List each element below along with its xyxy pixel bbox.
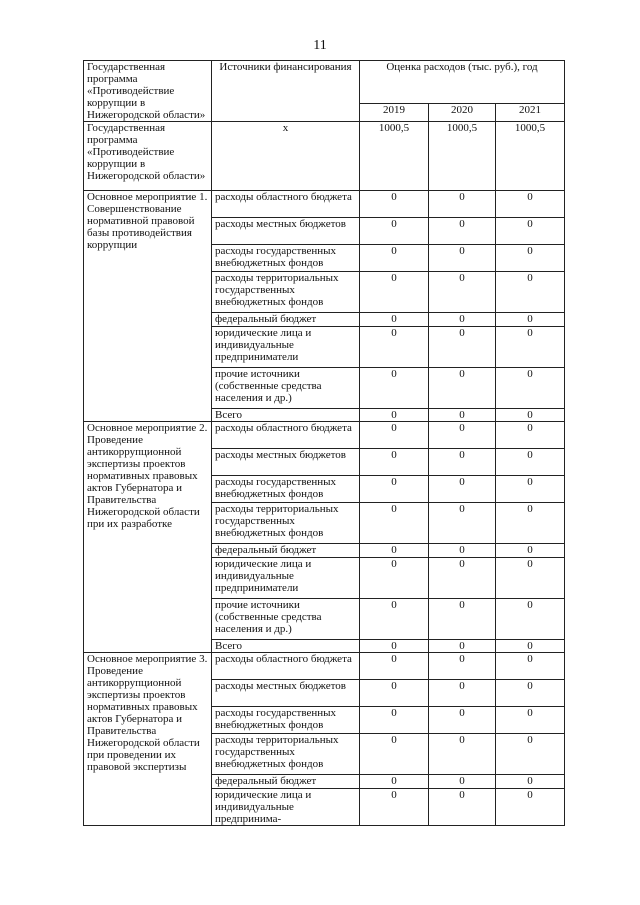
sources-column-header: Источники финансирования xyxy=(212,61,360,122)
expense-value: 0 xyxy=(429,422,496,449)
activity-name: Основное мероприятие 3. Проведение антикоррупционной экспертизы проектов нормативных правовых актов Губернатора и Правительства Нижегородской области при проведении их правовой экспертизы xyxy=(84,653,212,826)
expense-value: 0 xyxy=(496,789,565,826)
funding-source: расходы областного бюджета xyxy=(212,653,360,680)
expense-value: 0 xyxy=(496,599,565,640)
expense-value: 0 xyxy=(360,476,429,503)
funding-source: прочие источники (собственные средства населения и др.) xyxy=(212,368,360,409)
program-name: Государственная программа «Противодействие коррупции в Нижегородской области» xyxy=(84,122,212,191)
expense-value: 0 xyxy=(360,599,429,640)
expense-value: 0 xyxy=(429,313,496,327)
activity-name: Основное мероприятие 1. Совершенствование нормативной правовой базы противодействия коррупции xyxy=(84,191,212,422)
activity-name: Основное мероприятие 2. Проведение антикоррупционной экспертизы проектов нормативных правовых актов Губернатора и Правительства Нижегородской области при их разработке xyxy=(84,422,212,653)
expense-value: 0 xyxy=(429,653,496,680)
expense-value: 0 xyxy=(496,245,565,272)
expense-value: 0 xyxy=(429,558,496,599)
funding-source: юридические лица и индивидуальные предпринима- xyxy=(212,789,360,826)
funding-source: расходы областного бюджета xyxy=(212,191,360,218)
program-row xyxy=(84,122,565,191)
expense-value: 0 xyxy=(360,640,429,653)
activity-row xyxy=(84,653,565,680)
funding-source: расходы территориальных государственных внебюджетных фондов xyxy=(212,503,360,544)
program-column-header: Государственная программа «Противодействие коррупции в Нижегородской области» xyxy=(84,61,212,122)
expense-value: 0 xyxy=(429,599,496,640)
activity-row xyxy=(84,422,565,449)
program-value: 1000,5 xyxy=(429,122,496,191)
funding-source: федеральный бюджет xyxy=(212,544,360,558)
year-header: 2020 xyxy=(429,104,496,122)
expense-value: 0 xyxy=(496,680,565,707)
expense-value: 0 xyxy=(360,734,429,775)
expense-value: 0 xyxy=(360,272,429,313)
funding-source: расходы государственных внебюджетных фондов xyxy=(212,245,360,272)
expense-value: 0 xyxy=(496,653,565,680)
expense-value: 0 xyxy=(496,272,565,313)
funding-source: федеральный бюджет xyxy=(212,775,360,789)
expense-value: 0 xyxy=(496,449,565,476)
expense-value: 0 xyxy=(496,368,565,409)
expense-value: 0 xyxy=(360,449,429,476)
expense-value: 0 xyxy=(429,680,496,707)
funding-source: расходы местных бюджетов xyxy=(212,218,360,245)
expense-value: 0 xyxy=(429,734,496,775)
expense-value: 0 xyxy=(360,789,429,826)
funding-source: федеральный бюджет xyxy=(212,313,360,327)
expense-value: 0 xyxy=(429,476,496,503)
expense-value: 0 xyxy=(360,191,429,218)
expense-value: 0 xyxy=(360,218,429,245)
funding-source: юридические лица и индивидуальные предприниматели xyxy=(212,327,360,368)
expense-value: 0 xyxy=(360,245,429,272)
expense-value: 0 xyxy=(360,313,429,327)
expense-value: 0 xyxy=(429,789,496,826)
expense-value: 0 xyxy=(360,653,429,680)
year-header: 2021 xyxy=(496,104,565,122)
expense-value: 0 xyxy=(360,503,429,544)
funding-source: расходы местных бюджетов xyxy=(212,680,360,707)
expense-value: 0 xyxy=(429,503,496,544)
expense-value: 0 xyxy=(429,218,496,245)
expense-value: 0 xyxy=(496,544,565,558)
funding-source: расходы местных бюджетов xyxy=(212,449,360,476)
expense-value: 0 xyxy=(496,775,565,789)
expense-value: 0 xyxy=(496,476,565,503)
expense-value: 0 xyxy=(429,640,496,653)
program-source: х xyxy=(212,122,360,191)
expense-value: 0 xyxy=(496,409,565,422)
expense-value: 0 xyxy=(496,191,565,218)
expense-value: 0 xyxy=(429,245,496,272)
funding-source: расходы территориальных государственных внебюджетных фондов xyxy=(212,734,360,775)
funding-source: расходы территориальных государственных внебюджетных фондов xyxy=(212,272,360,313)
activity-row xyxy=(84,191,565,218)
expense-value: 0 xyxy=(360,327,429,368)
expense-value: 0 xyxy=(496,734,565,775)
budget-table xyxy=(83,60,565,826)
funding-source: прочие источники (собственные средства населения и др.) xyxy=(212,599,360,640)
expense-value: 0 xyxy=(496,422,565,449)
expense-value: 0 xyxy=(360,368,429,409)
expense-value: 0 xyxy=(496,503,565,544)
expense-value: 0 xyxy=(360,775,429,789)
page-number: 11 xyxy=(313,38,327,53)
expense-value: 0 xyxy=(496,707,565,734)
funding-source: расходы государственных внебюджетных фондов xyxy=(212,707,360,734)
year-header: 2019 xyxy=(360,104,429,122)
expense-value: 0 xyxy=(429,409,496,422)
expense-value: 0 xyxy=(429,707,496,734)
expense-value: 0 xyxy=(496,327,565,368)
funding-source: юридические лица и индивидуальные предприниматели xyxy=(212,558,360,599)
header-row xyxy=(84,61,565,104)
activities-body xyxy=(84,191,565,826)
funding-source: расходы государственных внебюджетных фондов xyxy=(212,476,360,503)
expense-value: 0 xyxy=(496,218,565,245)
expense-value: 0 xyxy=(429,544,496,558)
expense-value: 0 xyxy=(496,558,565,599)
program-value: 1000,5 xyxy=(496,122,565,191)
expense-value: 0 xyxy=(360,707,429,734)
expense-value: 0 xyxy=(429,272,496,313)
estimate-column-header: Оценка расходов (тыс. руб.), год xyxy=(360,61,565,104)
expense-value: 0 xyxy=(429,191,496,218)
expense-value: 0 xyxy=(496,313,565,327)
expense-value: 0 xyxy=(360,544,429,558)
expense-value: 0 xyxy=(496,640,565,653)
expense-value: 0 xyxy=(429,449,496,476)
expense-value: 0 xyxy=(360,409,429,422)
expense-value: 0 xyxy=(360,558,429,599)
expense-value: 0 xyxy=(360,680,429,707)
funding-source: Всего xyxy=(212,409,360,422)
expense-value: 0 xyxy=(429,327,496,368)
funding-source: расходы областного бюджета xyxy=(212,422,360,449)
expense-value: 0 xyxy=(429,368,496,409)
expense-value: 0 xyxy=(429,775,496,789)
funding-source: Всего xyxy=(212,640,360,653)
program-value: 1000,5 xyxy=(360,122,429,191)
expense-value: 0 xyxy=(360,422,429,449)
